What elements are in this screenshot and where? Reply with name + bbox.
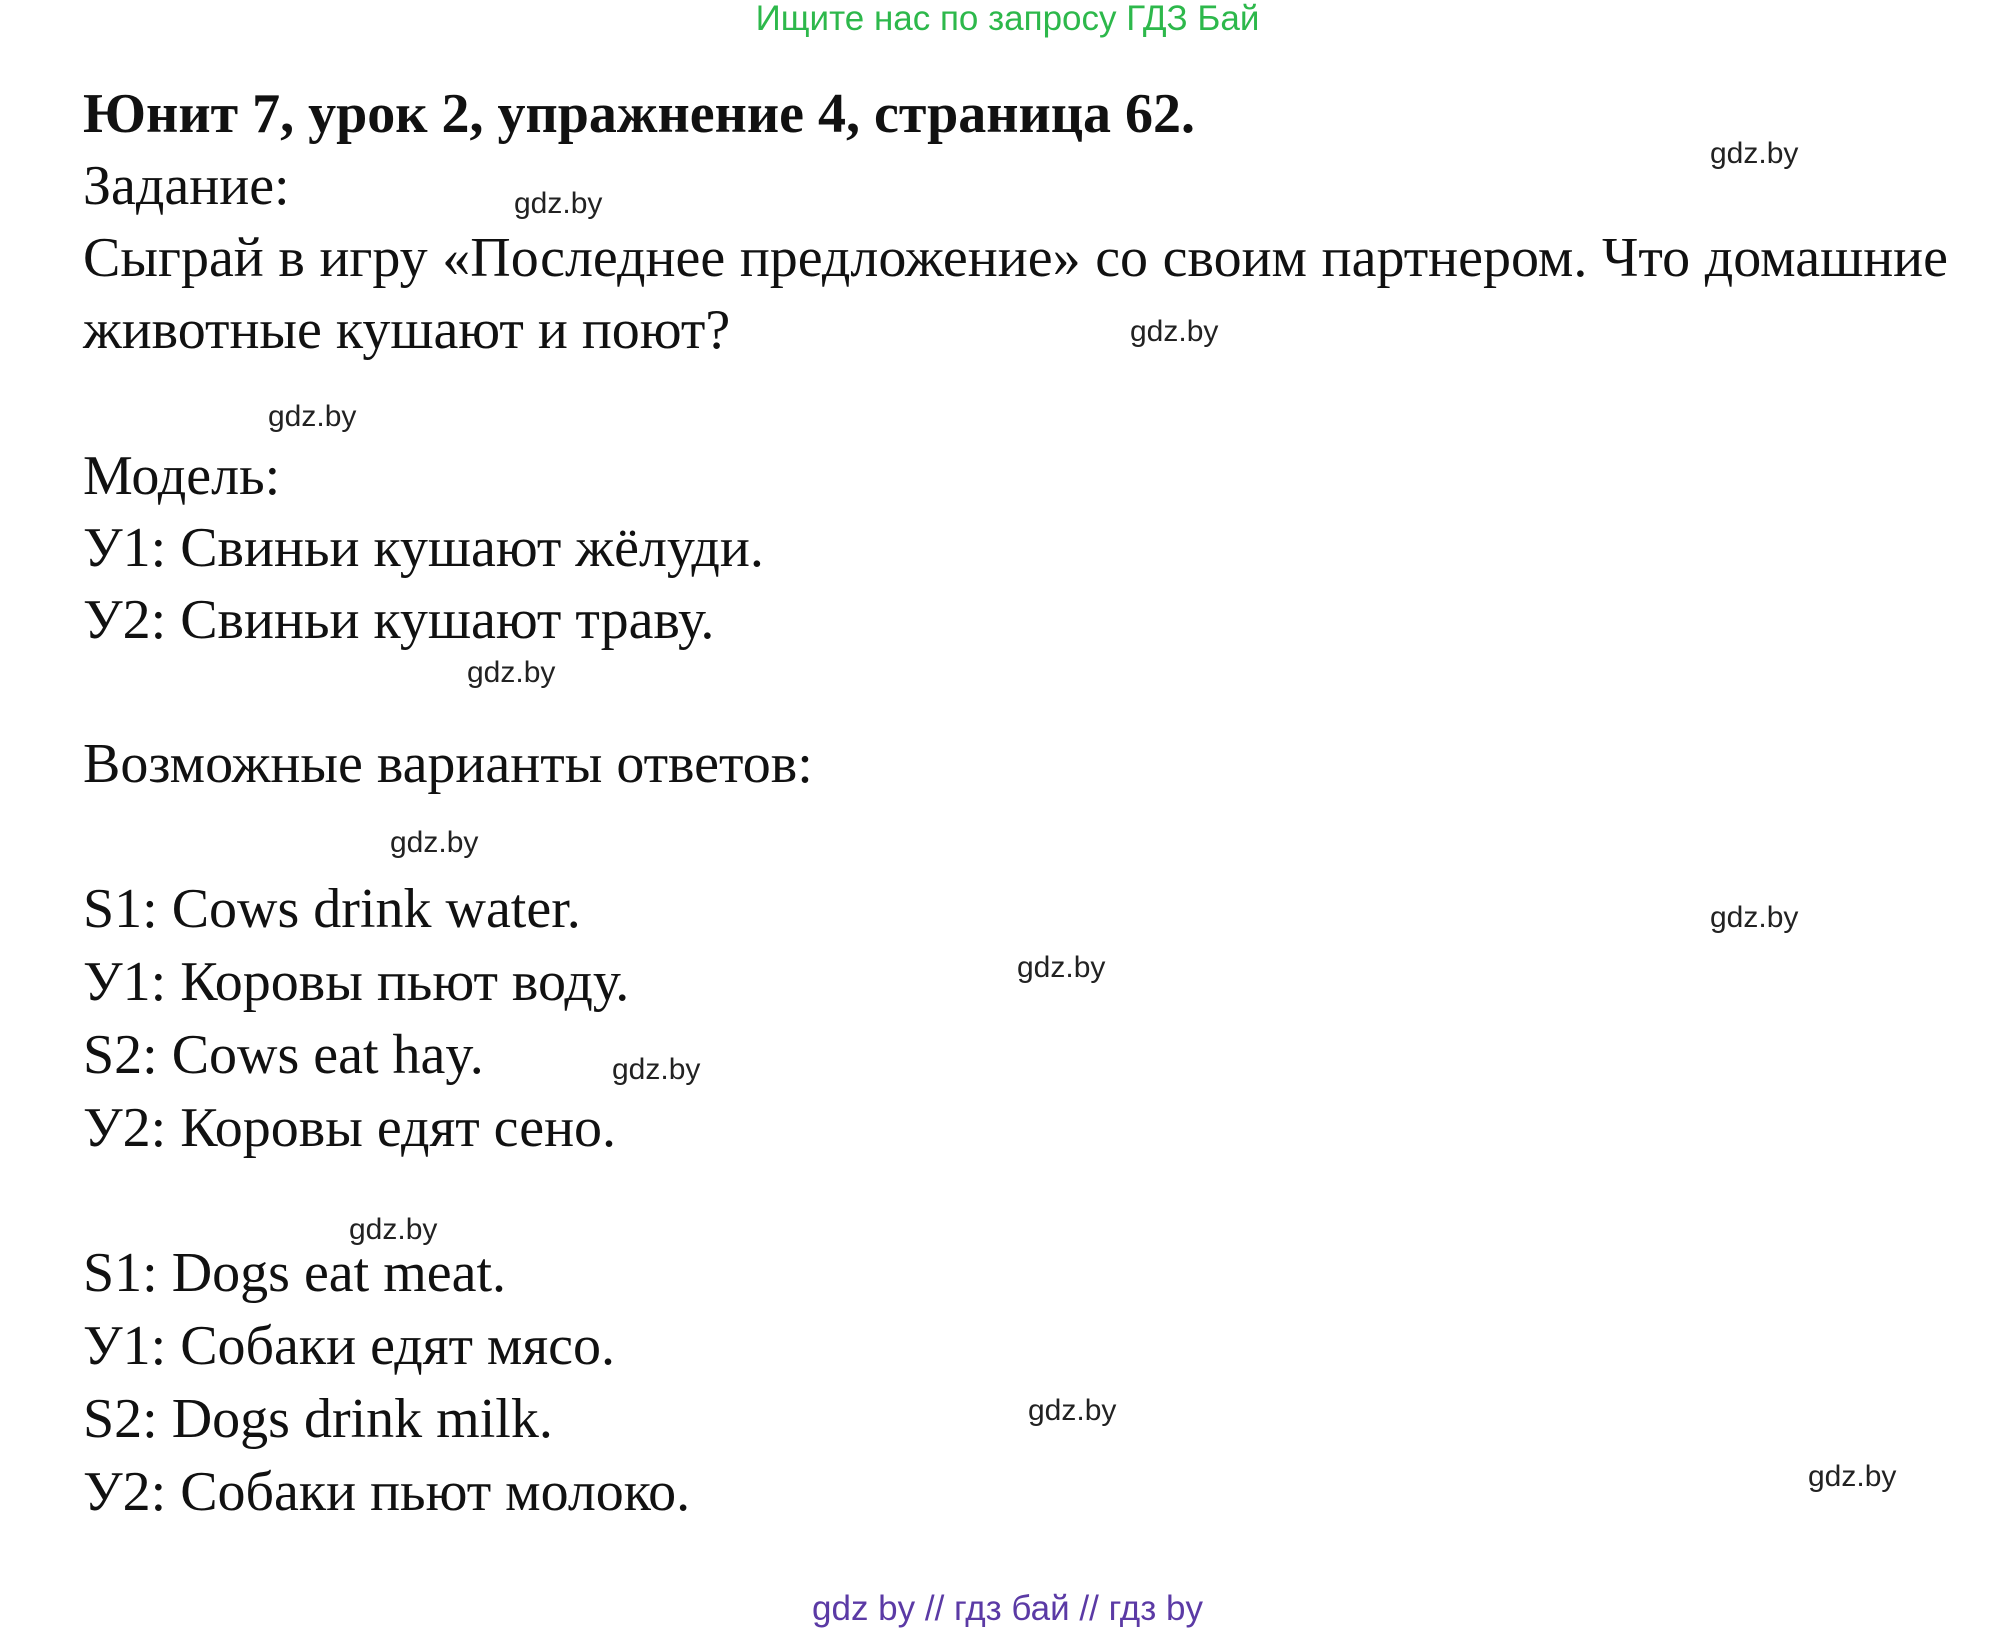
watermark: gdz.by <box>268 400 357 433</box>
answer-line: У1: Собаки едят мясо. <box>83 1315 615 1377</box>
watermark: gdz.by <box>1808 1460 1897 1493</box>
answer-line: У1: Коровы пьют воду. <box>83 951 630 1013</box>
watermark: gdz.by <box>514 187 603 220</box>
watermark: gdz.by <box>1017 951 1106 984</box>
watermark: gdz.by <box>467 656 556 689</box>
answer-line: S1: Dogs eat meat. <box>83 1242 507 1304</box>
answer-line: S2: Cows eat hay. <box>83 1024 484 1086</box>
watermark: gdz.by <box>1710 137 1799 170</box>
answer-line: У2: Собаки пьют молоко. <box>83 1461 691 1523</box>
task-label: Задание: <box>83 155 290 217</box>
model-line: У1: Свиньи кушают жёлуди. <box>83 517 764 579</box>
task-text: Сыграй в игру «Последнее предложение» со своим партнером. Что домашние животные кушают и поют? <box>83 227 1948 361</box>
answer-line: У2: Коровы едят сено. <box>83 1097 617 1159</box>
model-label: Модель: <box>83 445 281 507</box>
watermark: gdz.by <box>1130 315 1219 348</box>
answer-line: S2: Dogs drink milk. <box>83 1388 553 1450</box>
watermark: gdz.by <box>1028 1394 1117 1427</box>
watermark: gdz.by <box>349 1213 438 1246</box>
answer-line: S1: Cows drink water. <box>83 878 581 940</box>
watermark: gdz.by <box>612 1053 701 1086</box>
answers-label: Возможные варианты ответов: <box>83 733 813 795</box>
site-banner: Ищите нас по запросу ГДЗ Бай <box>755 0 1260 38</box>
watermark: gdz.by <box>1710 901 1799 934</box>
site-footer: gdz by // гдз бай // гдз by <box>812 1589 1203 1628</box>
model-line: У2: Свиньи кушают траву. <box>83 589 715 651</box>
page-title: Юнит 7, урок 2, упражнение 4, страница 62. <box>83 83 1196 145</box>
watermark: gdz.by <box>390 826 479 859</box>
